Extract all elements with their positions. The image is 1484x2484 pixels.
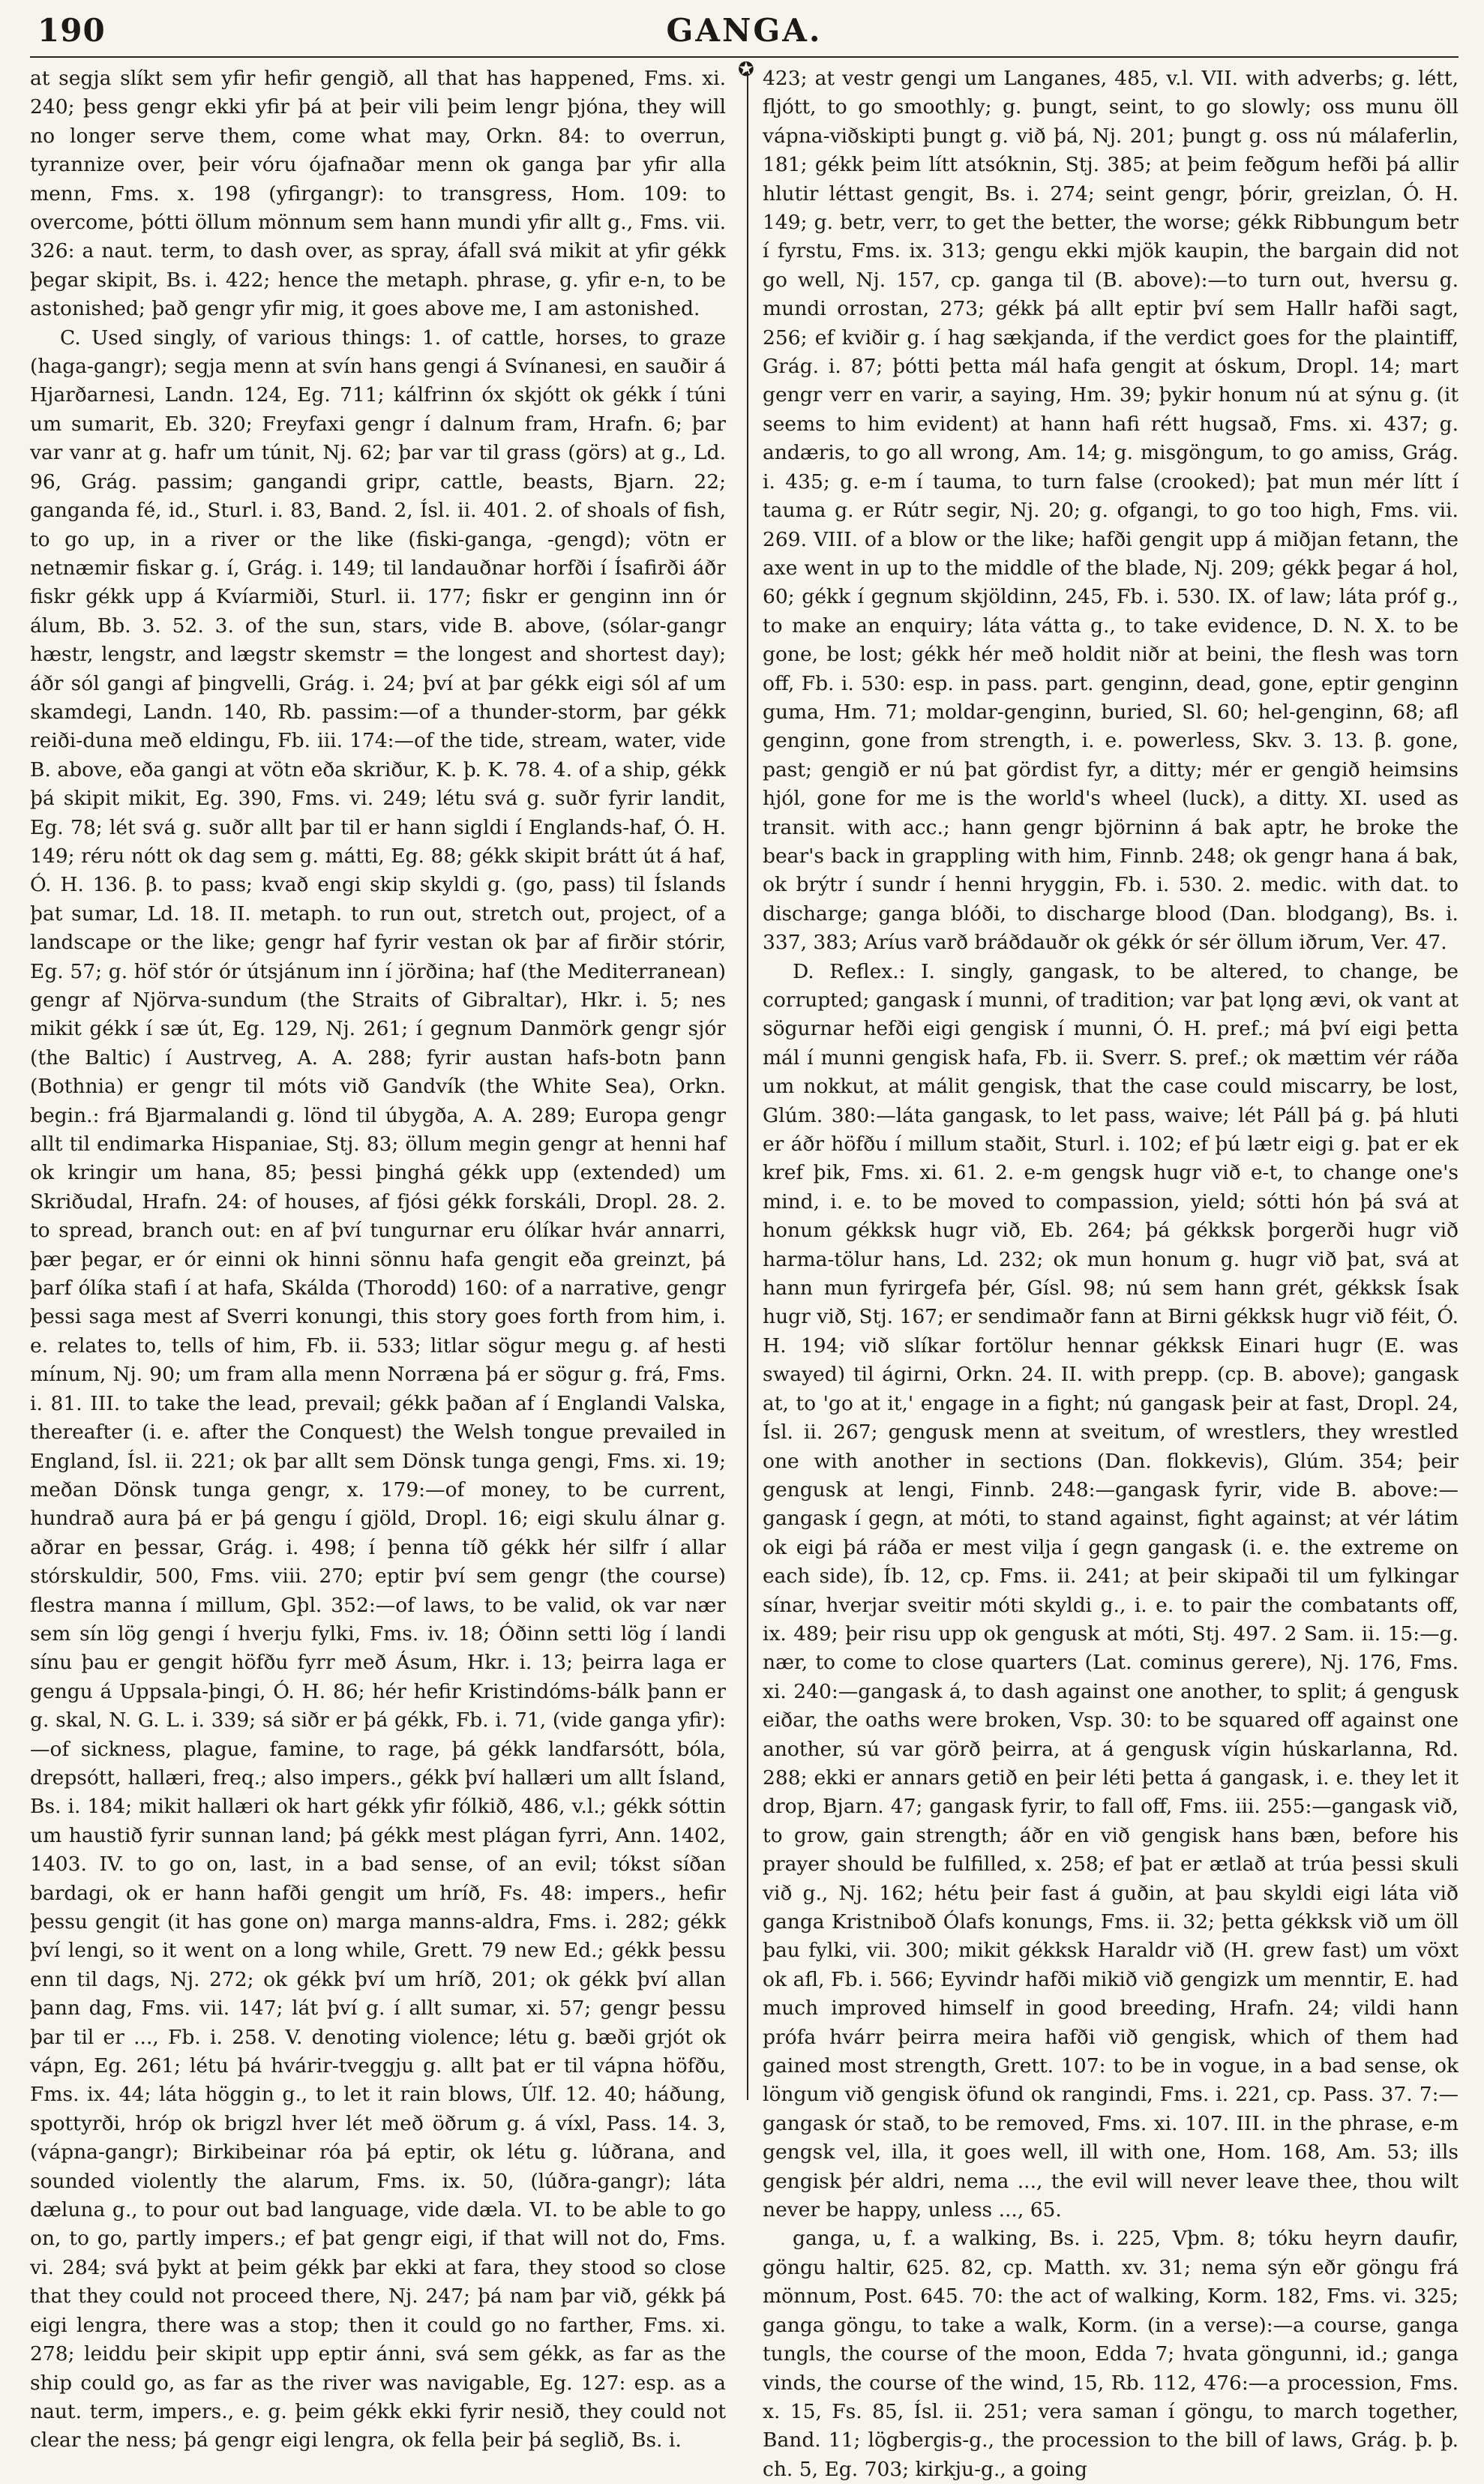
- ornament-icon: ✪: [738, 58, 754, 81]
- entry-paragraph: 423; at vestr gengi um Langanes, 485, v.l. VII. with adverbs; g. létt, fljótt, to go smoothly; g. þungt, seint, to go slowly; oss munu öll vápna-viðskipti þungt g. við þá, Nj. 201; þungt g. oss nú málaferlin, 181; gékk þeim lítt atsóknin, Stj. 385; at þeim feðgum hefði þá allir hlutir léttast gengit, Bs. i. 274; seint gengr, þórir, greizlan, Ó. H. 149; g. betr, verr, to get the better, the worse; gékk Ribbungum betr í fyrstu, Fms. ix. 313; gengu ekki mjök kaupin, the bargain did not go well, Nj. 157, cp. ganga til (B. above):—to turn out, hversu g. mundi orrostan, 273; gékk þá allt eptir því sem Hallr hafði sagt, 256; ef kviðir g. í hag sækjanda, if the verdict goes for the plaintiff, Grág. i. 87; þótti þetta mál hafa gengit at óskum, Dropl. 14; mart gengr verr en varir, a saying, Hm. 39; þykir honum nú at sýnu g. (it seems to him evident) at hann hafi rétt hugsað, Fms. xi. 437; g. andæris, to go all wrong, Am. 14; g. misgöngum, to go amiss, Grág. i. 435; g. e-m í tauma, to turn false (crooked); þat mun mér lítt í tauma g. er Rútr segir, Nj. 20; g. ofgangi, to go too high, Fms. vii. 269. VIII. of a blow or the like; hafði gengit upp á miðjan fetann, the axe went in up to the middle of the blade, Nj. 209; gékk þegar á hol, 60; gékk í gegnum skjöldinn, 245, Fb. i. 530. IX. of law; láta próf g., to make an enquiry; láta vátta g., to take evidence, D. N. X. to be gone, be lost; gékk hér með holdit niðr at beini, the flesh was torn off, Fb. i. 530: esp. in pass. part. genginn, dead, gone, eptir genginn guma, Hm. 71; moldar-genginn, buried, Sl. 60; hel-genginn, 68; afl genginn, gone from strength, i. e. powerless, Skv. 3. 13. β. gone, past; gengið er nú þat gördist fyr, a ditty; mér er gengið heimsins hjól, gone for me is the world's wheel (luck), a ditty. XI. used as transit. with acc.; hann gengr björninn á bak aptr, he broke the bear's back in grappling with him, Finnb. 248; ok gengr hana á bak, ok brýtr í sundr í henni hryggin, Fb. i. 530. 2. medic. with dat. to discharge; ganga blóði, to discharge blood (Dan. blodgang), Bs. i. 337, 383; Aríus varð bráðdauðr ok gékk ór sér öllum iðrum, Ver. 47.: [763, 67, 1459, 955]
- headword-entry-ganga: ganga, u, f. a walking, Bs. i. 225, Vþm. 8; tóku heyrn daufir, göngu haltir, 625. 82, cp. Matth. xv. 31; nema sýn eðr göngu frá mönnum, Post. 645. 70: the act of walking, Korm. 182, Fms. vi. 325; ganga göngu, to take a walk, Korm. (in a verse):—a course, ganga tungls, the course of the moon, Edda 7; hvata göngunni, id.; ganga vinds, the course of the wind, 15, Rb. 112, 476:—a procession, Fms. x. 15, Fs. 85, Ísl. ii. 251; vera saman í göngu, to march together, Band. 11; lögbergis-g., the procession to the bill of laws, Grág. þ. þ. ch. 5, Eg. 703; kirkju-g., a going: [763, 2227, 1459, 2481]
- header-rule: [30, 56, 1459, 58]
- entry-paragraph: C. Used singly, of various things: 1. of cattle, horses, to graze (haga-gangr); segja menn at svín hans gengi á Svínanesi, en sauðir á Hjarðarnesi, Landn. 124, Eg. 711; kálfrinn óx skjótt ok gékk í túni um sumarit, Eb. 320; Freyfaxi gengr í dalnum fram, Hrafn. 6; þar var vanr at g. hafr um túnit, Nj. 62; þar var til grass (görs) at g., Ld. 96, Grág. passim; gangandi gripr, cattle, beasts, Bjarn. 22; ganganda fé, id., Sturl. i. 83, Band. 2, Ísl. ii. 401. 2. of shoals of fish, to go up, in a river or the like (fiski-ganga, -gengd); vötn er netnæmir fiskar g. í, Grág. i. 149; til landauðnar horfði í Ísafirði áðr fiskr gékk upp á Kvíarmiði, Sturl. ii. 177; fiskr er genginn inn ór álum, Bb. 3. 52. 3. of the sun, stars, vide B. above, (sólar-gangr hæstr, lengstr, and lægstr skemstr = the longest and shortest day); áðr sól gangi af þingvelli, Grág. i. 24; því at þar gékk eigi sól af um skamdegi, Landn. 140, Rb. passim:—of a thunder-storm, þar gékk reiði-duna með eldingu, Fb. iii. 174:—of the tide, stream, water, vide B. above, eða gangi at vötn eða skriður, K. þ. K. 78. 4. of a ship, gékk þá skipit mikit, Eg. 390, Fms. vi. 249; létu svá g. suðr fyrir landit, Eg. 78; lét svá g. suðr allt þar til er hann sigldi í Englands-haf, Ó. H. 149; réru nótt ok dag sem g. mátti, Eg. 88; gékk skipit brátt út á haf, Ó. H. 136. β. to pass; kvað engi skip skyldi g. (go, pass) til Íslands þat sumar, Ld. 18. II. metaph. to run out, stretch out, project, of a landscape or the like; gengr haf fyrir vestan ok þar af firðir stórir, Eg. 57; g. höf stór ór útsjánum inn í jörðina; haf (the Mediterranean) gengr af Njörva-sundum (the Straits of Gibraltar), Hkr. i. 5; nes mikit gékk í sæ út, Eg. 129, Nj. 261; í gegnum Danmörk gengr sjór (the Baltic) í Austrveg, A. A. 288; fyrir austan hafs-botn þann (Bothnia) er gengr til móts við Gandvík (the White Sea), Orkn. begin.: frá Bjarmalandi g. lönd til úbygða, A. A. 289; Europa gengr allt til endimarka Hispaniae, Stj. 83; öllum megin gengr at henni haf ok kringir um hana, 85; þessi þinghá gékk upp (extended) um Skriðudal, Hrafn. 24: of houses, af fjósi gékk forskáli, Dropl. 28. 2. to spread, branch out: en af því tungurnar eru ólíkar hvár annarri, þær þegar, er ór einni ok hinni sönnu hafa gengit eða greinzt, þá þarf ólíka stafi í at hafa, Skálda (Thorodd) 160: of a narrative, gengr þessi saga mest af Sverri konungi, this story goes forth from him, i. e. relates to, tells of him, Fb. ii. 533; litlar sögur megu g. af hesti mínum, Nj. 90; um fram alla menn Norræna þá er sögur g. frá, Fms. i. 81. III. to take the lead, prevail; gékk þaðan af í Englandi Valska, thereafter (i. e. after the Conquest) the Welsh tongue prevailed in England, Ísl. ii. 221; ok þar allt sem Dönsk tunga gengi, Fms. xi. 19; meðan Dönsk tunga gengr, x. 179:—of money, to be current, hundrað aura þá er þá gengu í gjöld, Dropl. 16; eigi skulu álnar g. aðrar en þessar, Grág. i. 498; í þenna tíð gékk hér silfr í allar stórskuldir, 500, Fms. viii. 270; eptir því sem gengr (the course) flestra manna í millum, Gþl. 352:—of laws, to be valid, ok var nær sem sín lög gengi í hverju fylki, Fms. iv. 18; Óðinn setti lög í landi sínu þau er gengit höfðu fyrr með Ásum, Hkr. i. 13; þeirra laga er gengu á Uppsala-þingi, Ó. H. 86; hér hefir Kristindóms-bálk þann er g. skal, N. G. L. i. 339; sá siðr er þá gékk, Fb. i. 71, (vide ganga yfir):—of sickness, plague, famine, to rage, þá gékk landfarsótt, bóla, drepsótt, hallæri, freq.; also impers., gékk því hallæri um allt Ísland, Bs. i. 184; mikit hallæri ok hart gékk yfir fólkið, 486, v.l.; gékk sóttin um haustið fyrir sunnan land; þá gékk mest plágan fyrri, Ann. 1402, 1403. IV. to go on, last, in a bad sense, of an evil; tókst síðan bardagi, ok er hann hafði gengit um hríð, Fs. 48: impers., hefir þessu gengit (it has gone on) marga manns-aldra, Fms. i. 282; gékk því lengi, so it went on a long while, Grett. 79 new Ed.; gékk þessu enn til dags, Nj. 272; ok gékk því um hríð, 201; ok gékk því allan þann dag, Fms. vii. 147; lát því g. í allt sumar, xi. 57; gengr þessu þar til er ..., Fb. i. 258. V. denoting violence; létu g. bæði grjót ok vápn, Eg. 261; létu þá hvárir-tveggju g. allt þat er til vápna höfðu, Fms. ix. 44; láta höggin g., to let it rain blows, Úlf. 12. 40; háðung, spottyrði, hróp ok brigzl hver lét með öðrum g. á víxl, Pass. 14. 3, (vápna-gangr); Birkibeinar róa þá eptir, ok létu g. lúðrana, and sounded violently the alarum, Fms. ix. 50, (lúðra-gangr); láta dæluna g., to pour out bad language, vide dæla. VI. to be able to go on, to go, partly impers.; ef þat gengr eigi, if that will not do, Fms. vi. 284; svá þykt at þeim gékk þar ekki at fara, they stood so close that they could not proceed there, Nj. 247; þá nam þar við, gékk þá eigi lengra, there was a stop; then it could go no farther, Fms. xi. 278; leiddu þeir skipit upp eptir ánni, svá sem gékk, as far as the ship could go, as far as the river was navigable, Eg. 127: esp. as a naut. term, impers., e. g. þeim gékk ekki fyrir nesið, they could not clear the ness; þá gengr eigi lengra, ok fella þeir þá seglið, Bs. i.: [30, 326, 726, 2452]
- page-header: [30, 12, 1459, 57]
- right-column: [763, 64, 1459, 2481]
- running-title: GANGA.: [666, 12, 823, 49]
- entry-paragraph: D. Reflex.: I. singly, gangask, to be altered, to change, be corrupted; gangask í munni, of tradition; var þat lǫng ævi, ok vant at sögurnar hefði eigi gengisk í munni, Ó. H. pref.; má því eigi þetta mál í munni gengisk hafa, Fb. ii. Sverr. S. pref.; ok mættim vér ráða um nokkut, at málit gengisk, that the case could miscarry, be lost, Glúm. 380:—láta gangask, to let pass, waive; lét Páll þá g. þá hluti er áðr höfðu í millum staðit, Sturl. i. 102; ef þú lætr eigi g. þat er ek kref þik, Fms. xi. 61. 2. e-m gengsk hugr við e-t, to change one's mind, i. e. to be moved to compassion, yield; sótti hón þá svá at honum gékksk hugr við, Eb. 264; þá gékksk þorgerði hugr við harma-tölur hans, Ld. 232; ok mun honum g. hugr við þat, svá at hann mun fyrirgefa þér, Gísl. 98; nú sem hann grét, gékksk Ísak hugr við, Stj. 167; er sendimaðr fann at Birni gékksk hugr við féit, Ó. H. 194; við slíkar fortölur hennar gékksk Einari hugr (E. was swayed) til ágirni, Orkn. 24. II. with prepp. (cp. B. above); gangask at, to 'go at it,' engage in a fight; nú gangask þeir at fast, Dropl. 24, Ísl. ii. 267; gengusk menn at sveitum, of wrestlers, they wrestled one with another in sections (Dan. flokkevis), Glúm. 354; þeir gengusk at lengi, Finnb. 248:—gangask fyrir, vide B. above:—gangask í gegn, at móti, to stand against, fight against; at vér látim ok eigi þá ráða er mest vilja í gegn gangask (i. e. the extreme on each side), Íb. 12, cp. Fms. ii. 241; at þeir skipaði til um fylkingar sínar, hverjar sveitir móti skyldi g., i. e. to pair the combatants off, ix. 489; þeir risu upp ok gengusk at móti, Stj. 497. 2 Sam. ii. 15:—g. nær, to come to close quarters (Lat. cominus gerere), Nj. 176, Fms. xi. 240:—gangask á, to dash against one another, to split; á gengusk eiðar, the oaths were broken, Vsp. 30: to be squared off against one another, sú var görð þeirra, at á gengusk vígin húskarlanna, Rd. 288; ekki er annars getið en þeir léti þetta á gangask, i. e. they let it drop, Bjarn. 47; gangask fyrir, to fall off, Fms. iii. 255:—gangask við, to grow, gain strength; áðr en við gengisk hans bæn, before his prayer should be fulfilled, x. 258; ef þat er ætlað at trúa þessi skuli við g., Nj. 162; hétu þeir fast á guðin, at þau skyldi eigi láta við ganga Kristniboð Ólafs konungs, Fms. ii. 32; þetta gékksk við um öll þau fylki, vii. 300; mikit gékksk Haraldr við (H. grew fast) um vöxt ok afl, Fb. i. 566; Eyvindr hafði mikið við gengizk um menntir, E. had much improved himself in good breeding, Hrafn. 24; vildi hann prófa hvárr þeirra meira hafði við gengisk, which of them had gained most strength, Grett. 107: to be in vogue, in a bad sense, ok löngum við gengisk öfund ok rangindi, Fms. i. 221, cp. Pass. 37. 7:—gangask ór stað, to be removed, Fms. xi. 107. III. in the phrase, e-m gengsk vel, illa, it goes well, ill with one, Hom. 168, Am. 53; ills gengisk þér aldri, nema ..., the evil will never leave thee, thou wilt never be happy, unless ..., 65.: [763, 959, 1459, 2222]
- left-column: [30, 64, 726, 2452]
- column-divider: [747, 71, 748, 2100]
- dictionary-page: [30, 0, 1459, 2481]
- entry-paragraph: at segja slíkt sem yfir hefir gengið, all that has happened, Fms. xi. 240; þess gengr ekki yfir þá at þeir vili þeim lengr þjóna, they will no longer serve them, come what may, Orkn. 84: to overrun, tyrannize over, þeir vóru ójafnaðar menn ok ganga þar yfir alla menn, Fms. x. 198 (yfirgangr): to transgress, Hom. 109: to overcome, þótti öllum mönnum sem hann mundi yfir allt g., Fms. vii. 326: a naut. term, to dash over, as spray, áfall svá mikit at yfir gékk þegar skipit, Bs. i. 422; hence the metaph. phrase, g. yfir e-n, to be astonished; það gengr yfir mig, it goes above me, I am astonished.: [30, 67, 726, 321]
- page-number: 190: [37, 12, 106, 49]
